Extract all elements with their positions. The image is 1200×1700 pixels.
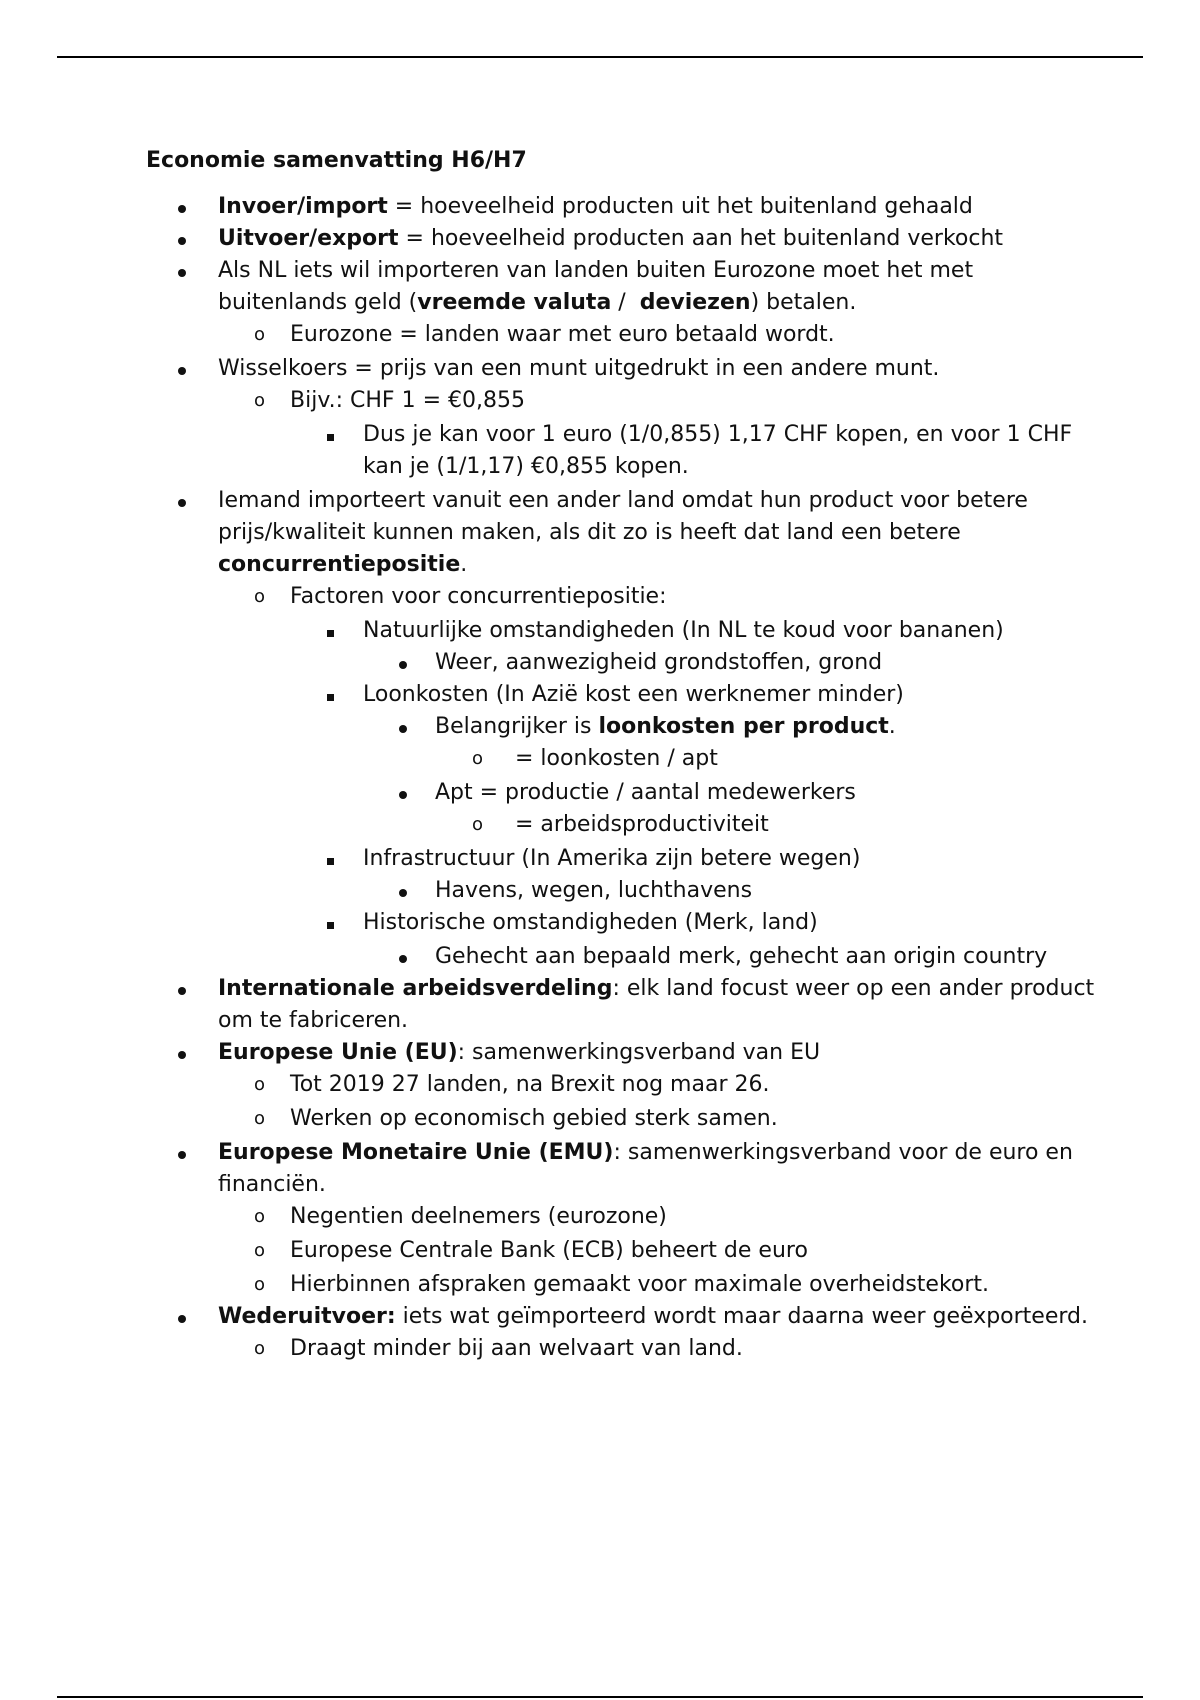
bullet-icon [399,889,407,897]
bullet-icon [178,1151,186,1159]
list-item: Uitvoer/export = hoeveelheid producten aan het buitenland verkocht [218,223,1098,255]
circle-bullet-icon: o [254,1338,266,1359]
bullet-icon [178,1051,186,1059]
list-item: Invoer/import = hoeveelheid producten uit het buitenland gehaald [218,191,1098,223]
list-item: Dus je kan voor 1 euro (1/0,855) 1,17 CHF kopen, en voor 1 CHF kan je (1/1,17) €0,855 kopen. [363,419,1098,483]
bullet-icon [399,791,407,799]
circle-bullet-icon: o [254,1206,266,1227]
list-item: Europese Monetaire Unie (EMU): samenwerkingsverband voor de euro en financiën. [218,1137,1098,1201]
square-bullet-icon [327,694,334,701]
list-item: Belangrijker is loonkosten per product. [435,711,1098,743]
list-item: Europese Unie (EU): samenwerkingsverband van EU [218,1037,1098,1069]
circle-bullet-icon: o [254,390,266,411]
list-item: o = loonkosten / apt [508,743,1098,775]
list-item: Iemand importeert vanuit een ander land omdat hun product voor betere prijs/kwaliteit kunnen maken, als dit zo is heeft dat land een betere concurrentiepositie. [218,485,1098,581]
square-bullet-icon [327,922,334,929]
bullet-icon [399,661,407,669]
circle-bullet-icon: o [472,814,484,835]
bullet-icon [178,987,186,995]
bullet-icon [399,725,407,733]
bullet-icon [178,499,186,507]
circle-bullet-icon: o [254,1274,266,1295]
list-item: Havens, wegen, luchthavens [435,875,1098,907]
list-item: Apt = productie / aantal medewerkers [435,777,1098,809]
circle-bullet-icon: o [472,748,484,769]
list-item: o Europese Centrale Bank (ECB) beheert de euro [290,1235,1098,1267]
square-bullet-icon [327,858,334,865]
square-bullet-icon [327,434,334,441]
bullet-icon [178,205,186,213]
circle-bullet-icon: o [254,324,266,345]
circle-bullet-icon: o [254,1108,266,1129]
circle-bullet-icon: o [254,586,266,607]
list-item: Natuurlijke omstandigheden (In NL te koud voor bananen) [363,615,1098,647]
list-item: Als NL iets wil importeren van landen buiten Eurozone moet het met buitenlands geld (vreemde valuta / deviezen) betalen. [218,255,1098,319]
list-item: Wederuitvoer: iets wat geïmporteerd wordt maar daarna weer geëxporteerd. [218,1301,1098,1333]
list-item: Wisselkoers = prijs van een munt uitgedrukt in een andere munt. [218,353,1098,385]
list-item: Weer, aanwezigheid grondstoffen, grond [435,647,1098,679]
circle-bullet-icon: o [254,1074,266,1095]
bullet-icon [178,237,186,245]
list-item: Historische omstandigheden (Merk, land) [363,907,1098,939]
footer-rule [57,1696,1143,1698]
list-item: o Eurozone = landen waar met euro betaald wordt. [290,319,1098,351]
square-bullet-icon [327,630,334,637]
bullet-icon [178,367,186,375]
list-item: Internationale arbeidsverdeling: elk land focust weer op een ander product om te fabriceren. [218,973,1098,1037]
bullet-icon [178,269,186,277]
list-item: o Hierbinnen afspraken gemaakt voor maximale overheidstekort. [290,1269,1098,1301]
bullet-icon [178,1315,186,1323]
list-item: Gehecht aan bepaald merk, gehecht aan origin country [435,941,1098,973]
circle-bullet-icon: o [254,1240,266,1261]
bullet-icon [399,955,407,963]
page-title: Economie samenvatting H6/H7 [146,148,527,173]
list-item: o Bijv.: CHF 1 = €0,855 [290,385,1098,417]
summary-list [218,191,1098,1365]
header-rule [57,56,1143,58]
list-item: o Werken op economisch gebied sterk samen. [290,1103,1098,1135]
list-item: o = arbeidsproductiviteit [508,809,1098,841]
list-item: o Negentien deelnemers (eurozone) [290,1201,1098,1233]
list-item: Infrastructuur (In Amerika zijn betere wegen) [363,843,1098,875]
list-item: o Tot 2019 27 landen, na Brexit nog maar 26. [290,1069,1098,1101]
list-item: o Draagt minder bij aan welvaart van land. [290,1333,1098,1365]
list-item: Loonkosten (In Azië kost een werknemer minder) [363,679,1098,711]
list-item: o Factoren voor concurrentiepositie: [290,581,1098,613]
